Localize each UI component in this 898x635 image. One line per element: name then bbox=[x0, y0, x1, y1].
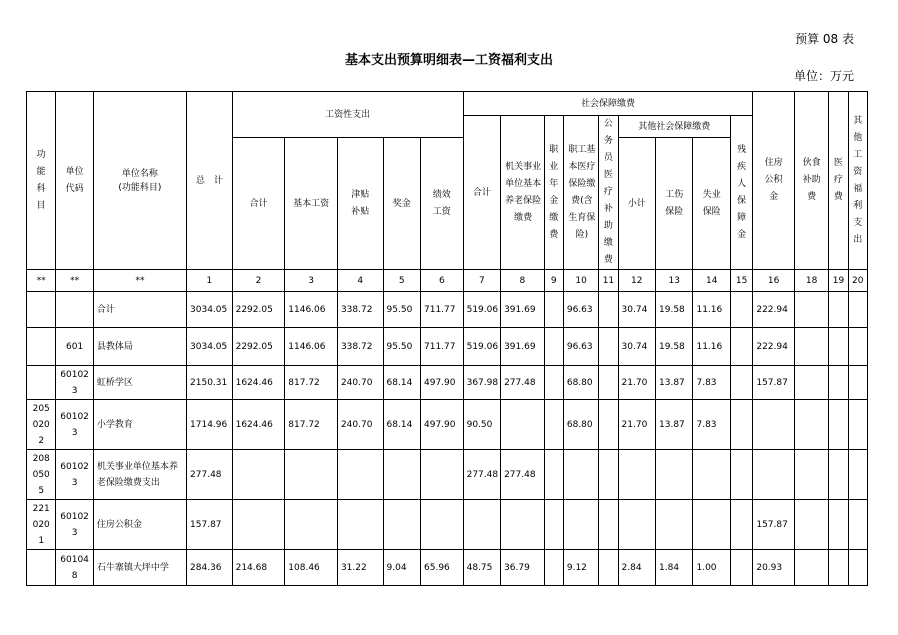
unit-code-cell bbox=[56, 292, 93, 328]
header-basic-wage: 基本工资 bbox=[285, 138, 338, 270]
amount-cell bbox=[232, 450, 285, 500]
amount-cell bbox=[848, 500, 867, 550]
amount-cell: 338.72 bbox=[337, 328, 383, 366]
header-disabled: 残疾人保障金 bbox=[730, 116, 752, 270]
amount-cell: 2292.05 bbox=[232, 292, 285, 328]
index-cell: ** bbox=[27, 270, 56, 292]
amount-cell: 19.58 bbox=[656, 328, 693, 366]
amount-cell: 1.84 bbox=[656, 550, 693, 586]
amount-cell: 497.90 bbox=[421, 400, 464, 450]
amount-cell: 13.87 bbox=[656, 400, 693, 450]
index-row-group bbox=[27, 270, 868, 292]
amount-cell bbox=[599, 500, 618, 550]
amount-cell: 1624.46 bbox=[232, 400, 285, 450]
amount-cell: 277.48 bbox=[187, 450, 233, 500]
index-cell: 9 bbox=[544, 270, 563, 292]
amount-cell bbox=[848, 450, 867, 500]
amount-cell bbox=[794, 292, 828, 328]
amount-cell: 13.87 bbox=[656, 366, 693, 400]
amount-cell: 30.74 bbox=[618, 328, 655, 366]
amount-cell bbox=[501, 500, 545, 550]
amount-cell bbox=[383, 500, 420, 550]
amount-cell bbox=[848, 400, 867, 450]
amount-cell: 96.63 bbox=[563, 292, 598, 328]
header-medical-fee: 医疗费 bbox=[829, 92, 848, 270]
amount-cell: 7.83 bbox=[693, 366, 730, 400]
amount-cell bbox=[656, 500, 693, 550]
amount-cell bbox=[829, 550, 848, 586]
amount-cell bbox=[421, 500, 464, 550]
amount-cell bbox=[794, 500, 828, 550]
amount-cell: 11.16 bbox=[693, 292, 730, 328]
amount-cell bbox=[693, 500, 730, 550]
amount-cell bbox=[618, 500, 655, 550]
amount-cell bbox=[656, 450, 693, 500]
unit-name-cell: 机关事业单位基本养老保险缴费支出 bbox=[93, 450, 186, 500]
amount-cell bbox=[753, 450, 795, 500]
amount-cell: 222.94 bbox=[753, 328, 795, 366]
index-cell: 20 bbox=[848, 270, 867, 292]
amount-cell: 68.14 bbox=[383, 366, 420, 400]
form-number: 预算 08 表 bbox=[795, 32, 854, 46]
header-injury: 工伤保险 bbox=[656, 138, 693, 270]
amount-cell bbox=[829, 500, 848, 550]
unit-name-cell: 石牛寨镇大坪中学 bbox=[93, 550, 186, 586]
amount-cell: 367.98 bbox=[463, 366, 500, 400]
amount-cell: 391.69 bbox=[501, 328, 545, 366]
amount-cell: 21.70 bbox=[618, 400, 655, 450]
amount-cell bbox=[599, 450, 618, 500]
amount-cell: 1146.06 bbox=[285, 328, 338, 366]
amount-cell: 7.83 bbox=[693, 400, 730, 450]
index-cell: 3 bbox=[285, 270, 338, 292]
amount-cell bbox=[337, 450, 383, 500]
amount-cell: 240.70 bbox=[337, 366, 383, 400]
amount-cell: 2.84 bbox=[618, 550, 655, 586]
amount-cell: 1624.46 bbox=[232, 366, 285, 400]
index-cell: 2 bbox=[232, 270, 285, 292]
amount-cell bbox=[829, 400, 848, 450]
amount-cell: 338.72 bbox=[337, 292, 383, 328]
unit-code-cell: 601023 bbox=[56, 500, 93, 550]
amount-cell bbox=[693, 450, 730, 500]
header-unemployment: 失业保险 bbox=[693, 138, 730, 270]
page-title: 基本支出预算明细表—工资福利支出 bbox=[344, 53, 553, 68]
header-civil-medical: 公务员医疗补助缴费 bbox=[599, 116, 618, 270]
amount-cell bbox=[232, 500, 285, 550]
func-subject-cell bbox=[27, 328, 56, 366]
index-cell: 6 bbox=[421, 270, 464, 292]
amount-cell bbox=[848, 366, 867, 400]
index-cell: 4 bbox=[337, 270, 383, 292]
func-subject-cell bbox=[27, 366, 56, 400]
amount-cell: 711.77 bbox=[421, 292, 464, 328]
header-func-subject: 功能科目 bbox=[27, 92, 56, 270]
header-medical: 职工基本医疗保险缴费(含生育保险) bbox=[563, 116, 598, 270]
amount-cell bbox=[599, 328, 618, 366]
amount-cell: 11.16 bbox=[693, 328, 730, 366]
amount-cell: 711.77 bbox=[421, 328, 464, 366]
amount-cell: 68.80 bbox=[563, 400, 598, 450]
func-subject-cell: 2080505 bbox=[27, 450, 56, 500]
unit-code-cell: 601 bbox=[56, 328, 93, 366]
func-subject-cell bbox=[27, 550, 56, 586]
amount-cell: 214.68 bbox=[232, 550, 285, 586]
amount-cell: 277.48 bbox=[501, 366, 545, 400]
index-cell: 10 bbox=[563, 270, 598, 292]
unit-code-cell: 601023 bbox=[56, 400, 93, 450]
amount-cell bbox=[730, 328, 752, 366]
amount-cell: 391.69 bbox=[501, 292, 545, 328]
amount-cell bbox=[463, 500, 500, 550]
amount-cell: 9.04 bbox=[383, 550, 420, 586]
amount-cell: 817.72 bbox=[285, 400, 338, 450]
amount-cell: 96.63 bbox=[563, 328, 598, 366]
amount-cell bbox=[544, 450, 563, 500]
amount-cell bbox=[599, 366, 618, 400]
amount-cell bbox=[794, 366, 828, 400]
index-row bbox=[27, 270, 868, 292]
table-row bbox=[27, 366, 868, 400]
amount-cell: 31.22 bbox=[337, 550, 383, 586]
amount-cell: 157.87 bbox=[753, 500, 795, 550]
amount-cell bbox=[730, 550, 752, 586]
data-rows bbox=[27, 292, 868, 586]
amount-cell: 1146.06 bbox=[285, 292, 338, 328]
amount-cell: 157.87 bbox=[187, 500, 233, 550]
amount-cell bbox=[501, 400, 545, 450]
unit-code-cell: 601023 bbox=[56, 450, 93, 500]
header-other-social: 其他社会保障缴费 bbox=[618, 116, 730, 138]
amount-cell: 284.36 bbox=[187, 550, 233, 586]
func-subject-cell: 2210201 bbox=[27, 500, 56, 550]
amount-cell bbox=[730, 450, 752, 500]
amount-cell bbox=[848, 292, 867, 328]
table-row bbox=[27, 450, 868, 500]
unit-name-cell: 县教体局 bbox=[93, 328, 186, 366]
amount-cell bbox=[599, 400, 618, 450]
amount-cell: 68.80 bbox=[563, 366, 598, 400]
header-unit-code: 单位代码 bbox=[56, 92, 93, 270]
amount-cell bbox=[383, 450, 420, 500]
func-subject-cell bbox=[27, 292, 56, 328]
index-cell: 18 bbox=[794, 270, 828, 292]
table-row bbox=[27, 500, 868, 550]
index-cell: 5 bbox=[383, 270, 420, 292]
amount-cell bbox=[794, 550, 828, 586]
amount-cell bbox=[794, 400, 828, 450]
amount-cell: 277.48 bbox=[463, 450, 500, 500]
func-subject-cell: 2050202 bbox=[27, 400, 56, 450]
header-social-sum: 合计 bbox=[463, 116, 500, 270]
amount-cell: 21.70 bbox=[618, 366, 655, 400]
amount-cell bbox=[544, 400, 563, 450]
amount-cell bbox=[544, 550, 563, 586]
index-cell: ** bbox=[56, 270, 93, 292]
header-wage-group: 工资性支出 bbox=[232, 92, 463, 138]
header-pension: 机关事业单位基本养老保险缴费 bbox=[501, 116, 545, 270]
amount-cell bbox=[544, 366, 563, 400]
unit-code-cell: 601048 bbox=[56, 550, 93, 586]
amount-cell bbox=[563, 450, 598, 500]
amount-cell bbox=[285, 500, 338, 550]
amount-cell bbox=[285, 450, 338, 500]
index-cell: 14 bbox=[693, 270, 730, 292]
amount-cell: 3034.05 bbox=[187, 328, 233, 366]
amount-cell bbox=[730, 400, 752, 450]
index-cell: 12 bbox=[618, 270, 655, 292]
amount-cell: 95.50 bbox=[383, 328, 420, 366]
amount-cell: 19.58 bbox=[656, 292, 693, 328]
amount-cell bbox=[829, 292, 848, 328]
amount-cell bbox=[599, 292, 618, 328]
amount-cell: 95.50 bbox=[383, 292, 420, 328]
amount-cell: 3034.05 bbox=[187, 292, 233, 328]
header-housing: 住房公积金 bbox=[753, 92, 795, 270]
header-merit-pay: 绩效工资 bbox=[421, 138, 464, 270]
amount-cell bbox=[618, 450, 655, 500]
table-row bbox=[27, 400, 868, 450]
amount-cell: 20.93 bbox=[753, 550, 795, 586]
amount-cell bbox=[829, 450, 848, 500]
header-other-welfare: 其他工资福利支出 bbox=[848, 92, 867, 270]
table-row bbox=[27, 550, 868, 586]
amount-cell: 9.12 bbox=[563, 550, 598, 586]
index-cell: 13 bbox=[656, 270, 693, 292]
amount-cell: 817.72 bbox=[285, 366, 338, 400]
amount-cell: 497.90 bbox=[421, 366, 464, 400]
amount-cell bbox=[753, 400, 795, 450]
index-cell: 15 bbox=[730, 270, 752, 292]
amount-cell bbox=[829, 366, 848, 400]
amount-cell: 1.00 bbox=[693, 550, 730, 586]
index-cell: 8 bbox=[501, 270, 545, 292]
amount-cell: 519.06 bbox=[463, 292, 500, 328]
header-bonus: 奖金 bbox=[383, 138, 420, 270]
amount-cell bbox=[337, 500, 383, 550]
amount-cell bbox=[730, 292, 752, 328]
header-allowance: 津贴补贴 bbox=[337, 138, 383, 270]
unit-label: 单位：万元 bbox=[793, 69, 854, 83]
header-subtotal: 小计 bbox=[618, 138, 655, 270]
table-row bbox=[27, 292, 868, 328]
header-unit-name: 单位名称 (功能科目) bbox=[93, 92, 186, 270]
budget-table bbox=[26, 91, 868, 586]
index-cell: 19 bbox=[829, 270, 848, 292]
amount-cell: 65.96 bbox=[421, 550, 464, 586]
amount-cell bbox=[563, 500, 598, 550]
header-meal: 伙食补助费 bbox=[794, 92, 828, 270]
header-social-group: 社会保障缴费 bbox=[463, 92, 753, 116]
amount-cell: 2150.31 bbox=[187, 366, 233, 400]
amount-cell: 30.74 bbox=[618, 292, 655, 328]
amount-cell: 157.87 bbox=[753, 366, 795, 400]
amount-cell bbox=[730, 500, 752, 550]
amount-cell: 2292.05 bbox=[232, 328, 285, 366]
amount-cell bbox=[421, 450, 464, 500]
amount-cell: 36.79 bbox=[501, 550, 545, 586]
amount-cell: 90.50 bbox=[463, 400, 500, 450]
amount-cell bbox=[829, 328, 848, 366]
amount-cell: 519.06 bbox=[463, 328, 500, 366]
index-cell: 1 bbox=[187, 270, 233, 292]
amount-cell bbox=[794, 328, 828, 366]
amount-cell bbox=[730, 366, 752, 400]
unit-name-cell: 合计 bbox=[93, 292, 186, 328]
index-cell: 11 bbox=[599, 270, 618, 292]
amount-cell: 68.14 bbox=[383, 400, 420, 450]
unit-code-cell: 601023 bbox=[56, 366, 93, 400]
table-row bbox=[27, 328, 868, 366]
unit-name-cell: 小学教育 bbox=[93, 400, 186, 450]
amount-cell: 222.94 bbox=[753, 292, 795, 328]
index-cell: 7 bbox=[463, 270, 500, 292]
amount-cell: 277.48 bbox=[501, 450, 545, 500]
amount-cell bbox=[599, 550, 618, 586]
unit-name-cell: 住房公积金 bbox=[93, 500, 186, 550]
amount-cell bbox=[794, 450, 828, 500]
index-cell: 16 bbox=[753, 270, 795, 292]
amount-cell bbox=[544, 292, 563, 328]
amount-cell: 1714.96 bbox=[187, 400, 233, 450]
unit-name-cell: 虹桥学区 bbox=[93, 366, 186, 400]
amount-cell bbox=[848, 550, 867, 586]
amount-cell: 48.75 bbox=[463, 550, 500, 586]
amount-cell bbox=[848, 328, 867, 366]
header-wage-sum: 合计 bbox=[232, 138, 285, 270]
amount-cell bbox=[544, 500, 563, 550]
amount-cell: 108.46 bbox=[285, 550, 338, 586]
header-annuity: 职业年金缴费 bbox=[544, 116, 563, 270]
amount-cell bbox=[544, 328, 563, 366]
header-total: 总 计 bbox=[187, 92, 233, 270]
amount-cell: 240.70 bbox=[337, 400, 383, 450]
index-cell: ** bbox=[93, 270, 186, 292]
